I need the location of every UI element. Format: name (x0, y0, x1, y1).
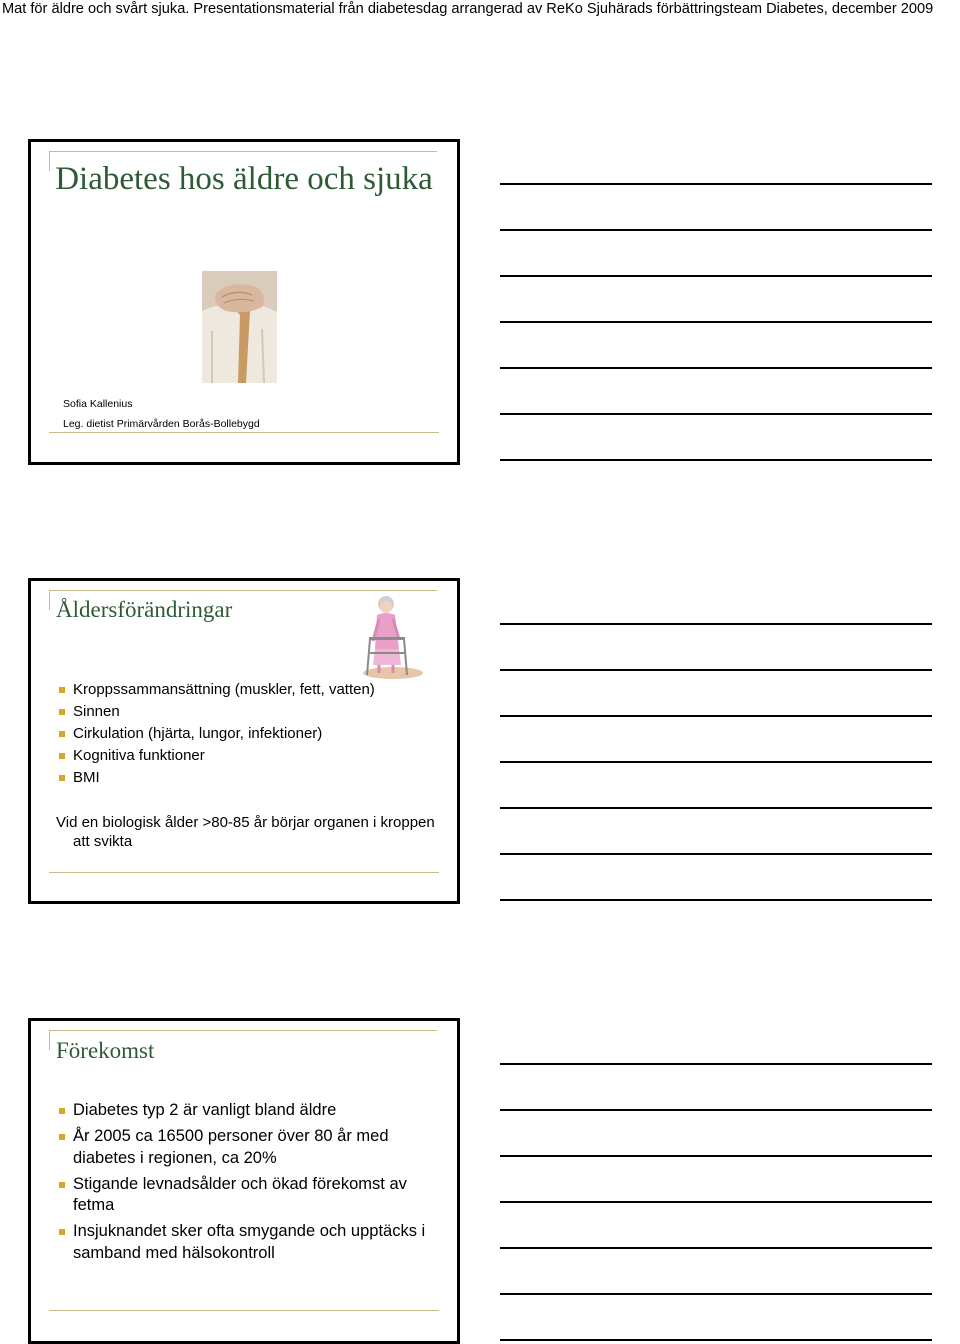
bullet-icon (59, 775, 65, 781)
note-line (500, 1155, 932, 1157)
note-line (500, 807, 932, 809)
list-item: BMI (56, 767, 375, 789)
slide-bottom-rule (49, 1310, 439, 1311)
slide-author-role: Leg. dietist Primärvården Borås-Bollebygd (63, 418, 260, 430)
note-line (500, 761, 932, 763)
slide-forekomst (28, 1018, 460, 1344)
elderly-woman-with-walker-illustration (353, 593, 427, 681)
bullet-icon (59, 1182, 65, 1188)
slide-title (28, 139, 460, 465)
slide-bottom-rule (49, 432, 439, 433)
list-item: Stigande levnadsålder och ökad förekomst av fetma (56, 1174, 436, 1217)
bullet-icon (59, 709, 65, 715)
bullet-icon (59, 1134, 65, 1140)
list-item: Insjuknandet sker ofta smygande och upptäcks i samband med hälsokontroll (56, 1221, 436, 1264)
slide-title-heading: Förekomst (56, 1038, 155, 1063)
note-line (500, 183, 932, 185)
bullet-icon (59, 1229, 65, 1235)
slide-top-rule (49, 590, 437, 591)
note-line (500, 1063, 932, 1065)
note-line (500, 1201, 932, 1203)
note-line (500, 413, 932, 415)
slide-bottom-rule (49, 872, 439, 873)
note-line (500, 367, 932, 369)
slide-top-rule (49, 151, 437, 152)
note-line (500, 229, 932, 231)
note-line (500, 669, 932, 671)
bullet-icon (59, 753, 65, 759)
list-item: Sinnen (56, 701, 375, 723)
bullet-list (56, 679, 375, 789)
note-line (500, 899, 932, 901)
slide-aldersforandringar (28, 578, 460, 904)
note-line (500, 715, 932, 717)
slide-note: Vid en biologisk ålder >80-85 år börjar organen i kroppen att svikta (56, 814, 435, 850)
note-line (500, 275, 932, 277)
note-line (500, 623, 932, 625)
note-line (500, 321, 932, 323)
list-item: Kognitiva funktioner (56, 745, 375, 767)
note-line (500, 1109, 932, 1111)
note-line (500, 1247, 932, 1249)
list-item: Diabetes typ 2 är vanligt bland äldre (56, 1100, 436, 1122)
slide-top-rule (49, 1030, 437, 1031)
bullet-icon (59, 1108, 65, 1114)
note-line (500, 1339, 932, 1341)
slide-author: Sofia Kallenius (63, 398, 133, 410)
bullet-icon (59, 731, 65, 737)
note-line (500, 1293, 932, 1295)
list-item: År 2005 ca 16500 personer över 80 år med diabetes i regionen, ca 20% (56, 1126, 436, 1169)
note-line (500, 459, 932, 461)
hands-on-cane-photo (202, 271, 277, 383)
slide-title-heading: Åldersförändringar (56, 597, 233, 622)
page-header: Mat för äldre och svårt sjuka. Presentationsmaterial från diabetesdag arrangerad av ReKo Sjuhärads förbättringsteam Diabetes, december 2009 (2, 1, 934, 17)
bullet-icon (59, 687, 65, 693)
bullet-list (56, 1100, 436, 1269)
note-line (500, 853, 932, 855)
list-item: Cirkulation (hjärta, lungor, infektioner) (56, 723, 375, 745)
list-item: Kroppssammansättning (muskler, fett, vatten) (56, 679, 375, 701)
slide-title-heading: Diabetes hos äldre och sjuka (55, 161, 433, 197)
